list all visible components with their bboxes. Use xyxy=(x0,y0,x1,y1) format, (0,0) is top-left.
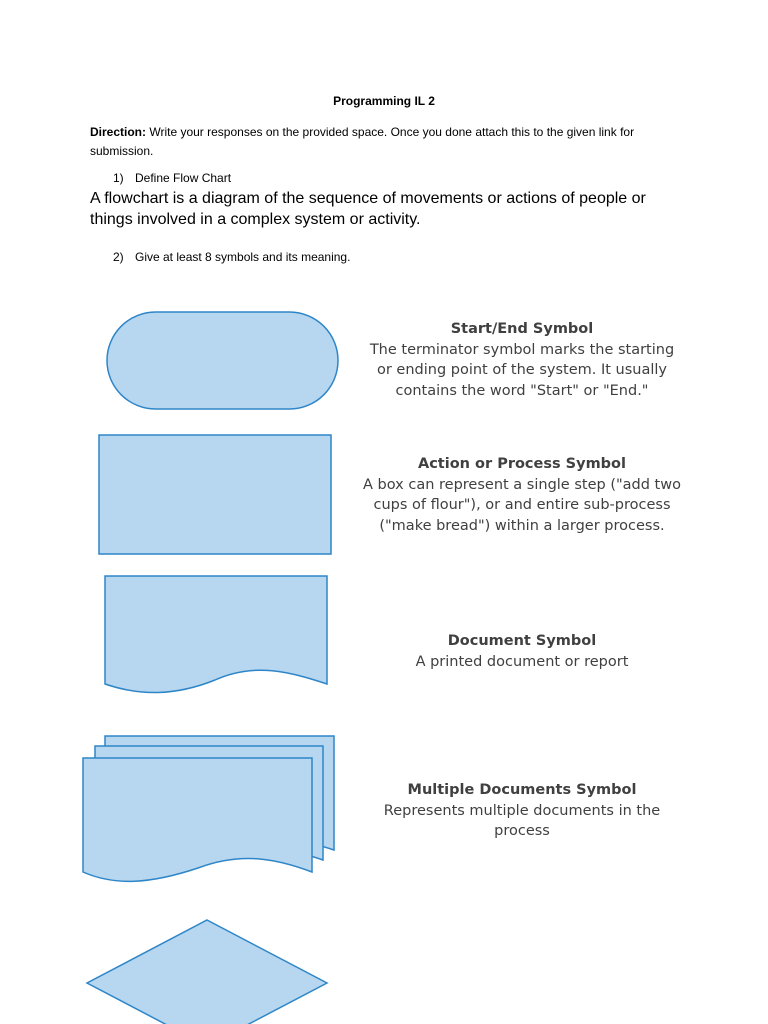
document-layer-front xyxy=(83,758,312,881)
process-shape xyxy=(99,435,331,554)
page-title: Programming IL 2 xyxy=(333,94,435,108)
symbol-description-process xyxy=(362,454,682,536)
direction-label: Direction: xyxy=(90,125,147,139)
symbol-name: Action or Process Symbol xyxy=(417,456,626,472)
symbol-name: Document Symbol xyxy=(447,633,597,649)
symbol-name: Multiple Documents Symbol xyxy=(407,782,637,798)
symbol-meaning: The terminator symbol marks the starting or ending point of the system. It usually contains the word "Start" or "End." xyxy=(369,341,675,399)
question-text: Give at least 8 symbols and its meaning. xyxy=(135,250,351,264)
symbol-description-document xyxy=(362,631,682,672)
symbol-meaning: A box can represent a single step ("add two cups of flour"), or and entire sub-process ("make bread") within a larger process. xyxy=(363,476,681,534)
decision-shape xyxy=(87,920,327,1024)
multiple-documents-shape xyxy=(83,736,334,881)
document-shape xyxy=(105,576,327,693)
symbol-meaning: A printed document or report xyxy=(415,653,629,670)
answer-1: A flowchart is a diagram of the sequence of movements or actions of people or things involved in a complex system or activity. xyxy=(90,190,646,228)
symbol-name: Start/End Symbol xyxy=(450,321,594,337)
terminator-shape xyxy=(107,312,338,409)
direction-text: Write your responses on the provided space. Once you done attach this to the given link for submission. xyxy=(90,125,635,158)
symbol-meaning: Represents multiple documents in the process xyxy=(383,802,661,839)
question-text: Define Flow Chart xyxy=(135,171,232,185)
question-number: 2) xyxy=(113,250,124,264)
symbol-description-start-end xyxy=(362,319,682,401)
question-number: 1) xyxy=(113,171,124,185)
symbol-description-multiple-documents xyxy=(362,780,682,842)
